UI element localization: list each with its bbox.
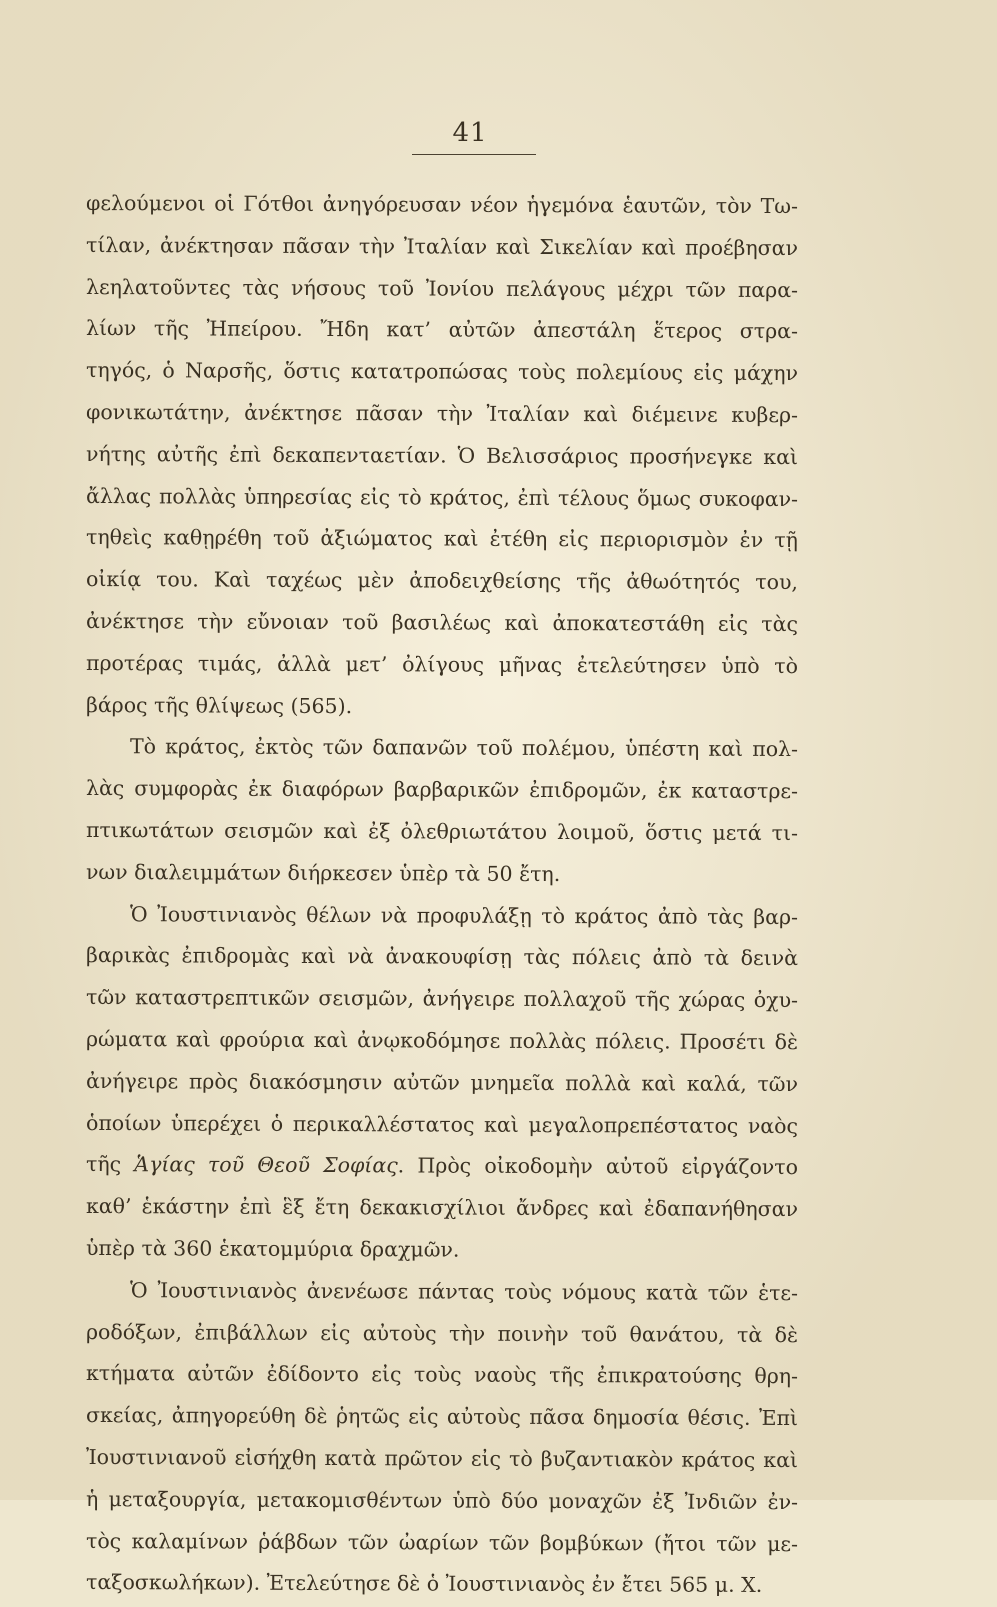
text-line: ἄλλας πολλὰς ὑπηρεσίας εἰς τὸ κράτος, ἐπὶ τέλους ὅμως συκοφαν- xyxy=(85,483,799,511)
text-line: τίλαν, ἀνέκτησαν πᾶσαν τὴν Ἰταλίαν καὶ Σικελίαν καὶ προέβησαν xyxy=(85,232,799,260)
text-line: ἀνήγειρε πρὸς διακόσμησιν αὐτῶν μνημεῖα πολλὰ καὶ καλά, τῶν xyxy=(85,1068,799,1096)
text-line: λίων τῆς Ἠπείρου. Ἤδη κατ’ αὐτῶν ἀπεστάλη ἕτερος στρα- xyxy=(85,316,799,344)
text-line: λεηλατοῦντες τὰς νήσους τοῦ Ἰονίου πελάγους μέχρι τῶν παρα- xyxy=(85,274,799,302)
text-line: φελούμενοι οἱ Γότθοι ἀνηγόρευσαν νέον ἡγεμόνα ἑαυτῶν, τὸν Τω- xyxy=(85,191,799,219)
paragraph-first-line: Ὁ Ἰουστινιανὸς ἀνενέωσε πάντας τοὺς νόμους κατὰ τῶν ἑτε- xyxy=(129,1277,799,1305)
header-rule xyxy=(412,154,536,155)
text-line: βάρος τῆς θλίψεως (565). xyxy=(85,692,353,718)
text-line: τηγός, ὁ Ναρσῆς, ὅστις κατατροπώσας τοὺς πολεμίους εἰς μάχην xyxy=(85,358,799,386)
text-line-with-italic xyxy=(86,1144,798,1189)
text-line: ἡ μεταξουργία, μετακομισθέντων ὑπὸ δύο μοναχῶν ἐξ Ἰνδιῶν ἐν- xyxy=(85,1486,799,1514)
body-text xyxy=(86,183,798,1604)
text-line: πτικωτάτων σεισμῶν καὶ ἐξ ὀλεθριωτάτου λοιμοῦ, ὅστις μετά τι- xyxy=(85,817,799,846)
text-line: νων διαλειμμάτων διήρκεσεν ὑπὲρ τὰ 50 ἔτη. xyxy=(85,859,561,886)
paragraph-first-line: Τὸ κράτος, ἐκτὸς τῶν δαπανῶν τοῦ πολέμου, ὑπέστη καὶ πολ- xyxy=(129,734,799,762)
line-start: τῆς xyxy=(85,1152,122,1177)
text-line: Ἰουστινιανοῦ εἰσήχθη κατὰ πρῶτον εἰς τὸ βυζαντιακὸν κράτος καὶ xyxy=(85,1444,799,1473)
text-line: ταξοσκωλήκων). Ἐτελεύτησε δὲ ὁ Ἰουστινιανὸς ἐν ἔτει 565 μ. Χ. xyxy=(85,1570,763,1598)
line-end: . Πρὸς οἰκοδομὴν αὐτοῦ εἰργάζοντο xyxy=(397,1153,799,1180)
text-line: ἀνέκτησε τὴν εὔνοιαν τοῦ βασιλέως καὶ ἀποκατεστάθη εἰς τὰς xyxy=(85,608,799,637)
text-line: προτέρας τιμάς, ἀλλὰ μετ’ ὀλίγους μῆνας ἐτελεύτησεν ὑπὸ τὸ xyxy=(85,650,799,678)
text-line: καθ’ ἑκάστην ἐπὶ ἓξ ἔτη δεκακισχίλιοι ἄνδρες καὶ ἐδαπανήθησαν xyxy=(85,1194,799,1222)
text-line: τὸς καλαμίνων ῥάβδων τῶν ὠαρίων τῶν βομβύκων (ἤτοι τῶν με- xyxy=(85,1528,799,1556)
text-line: νήτης αὐτῆς ἐπὶ δεκαπενταετίαν. Ὁ Βελισσάριος προσήνεγκε καὶ xyxy=(85,441,799,469)
text-line: τῶν καταστρεπτικῶν σεισμῶν, ἀνήγειρε πολλαχοῦ τῆς χώρας ὀχυ- xyxy=(85,985,799,1013)
text-line: ὁποίων ὑπερέχει ὁ περικαλλέστατος καὶ μεγαλοπρεπέστατος ναὸς xyxy=(85,1110,799,1138)
paragraph-first-line: Ὁ Ἰουστινιανὸς θέλων νὰ προφυλάξῃ τὸ κράτος ἀπὸ τὰς βαρ- xyxy=(129,901,799,929)
text-line: βαρικὰς ἐπιδρομὰς καὶ νὰ ἀνακουφίσῃ τὰς πόλεις ἀπὸ τὰ δεινὰ xyxy=(85,943,799,971)
text-line: κτήματα αὐτῶν ἐδίδοντο εἰς τοὺς ναοὺς τῆς ἐπικρατούσης θρη- xyxy=(85,1361,799,1389)
text-line: τηθεὶς καθῃρέθη τοῦ ἀξιώματος καὶ ἐτέθη εἰς περιορισμὸν ἐν τῇ xyxy=(85,525,799,553)
page-number: 41 xyxy=(452,118,488,148)
text-line: ροδόξων, ἐπιβάλλων εἰς αὐτοὺς τὴν ποινὴν τοῦ θανάτου, τὰ δὲ xyxy=(85,1319,799,1347)
text-line: ρώματα καὶ φρούρια καὶ ἀνῳκοδόμησε πολλὰς πόλεις. Προσέτι δὲ xyxy=(85,1026,799,1055)
italic-name: Ἁγίας τοῦ Θεοῦ Σοφίας xyxy=(134,1152,398,1178)
text-line: λὰς συμφορὰς ἐκ διαφόρων βαρβαρικῶν ἐπιδρομῶν, ἐκ καταστρε- xyxy=(85,776,799,804)
text-line: φονικωτάτην, ἀνέκτησε πᾶσαν τὴν Ἰταλίαν καὶ διέμεινε κυβερ- xyxy=(85,399,799,428)
text-line: σκείας, ἀπηγορεύθη δὲ ῥητῶς εἰς αὐτοὺς πᾶσα δημοσία θέσις. Ἐπὶ xyxy=(85,1403,799,1431)
text-line: ὑπὲρ τὰ 360 ἑκατομμύρια δραχμῶν. xyxy=(85,1235,460,1262)
text-line: οἰκίᾳ του. Καὶ ταχέως μὲν ἀποδειχθείσης τῆς ἀθωότητός του, xyxy=(85,567,799,595)
